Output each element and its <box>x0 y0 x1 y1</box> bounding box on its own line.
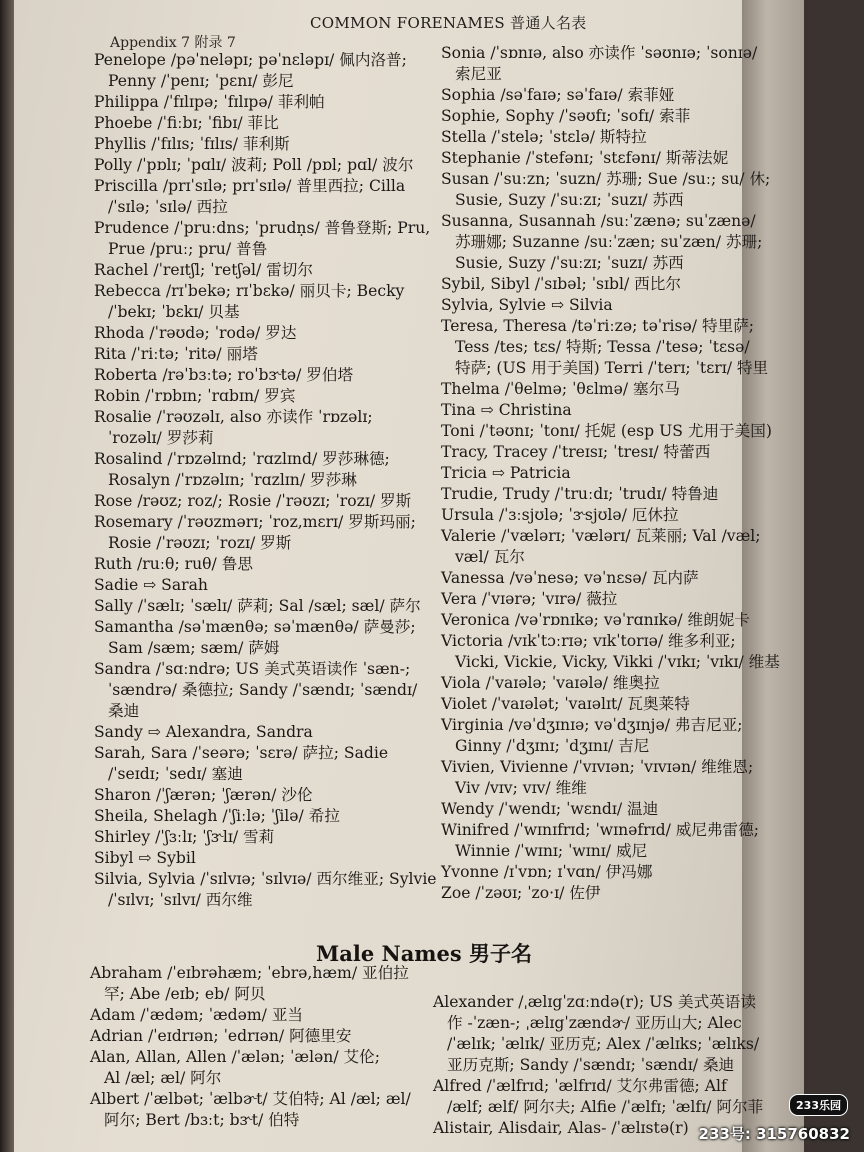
entry-headline: Rosalind /ˈrɒzəlɪnd; ˈrɑzlɪnd/ 罗莎琳德; <box>94 450 390 468</box>
entry-headline: Sylvia, Sylvie ⇨ Silvia <box>441 296 613 314</box>
entry-headline: Tina ⇨ Christina <box>441 401 572 419</box>
name-entry <box>94 827 434 848</box>
name-entry <box>441 589 791 610</box>
name-entry <box>94 365 434 386</box>
entry-headline: Alexander /ˌælɪgˈzɑːndə(r); US 美式英语读 <box>433 993 756 1011</box>
entry-continuation: Viv /vɪv; vɪv/ 维维 <box>455 779 587 797</box>
entry-headline: Veronica /vəˈrɒnɪkə; vəˈrɑnɪkə/ 维朗妮卡 <box>441 611 750 629</box>
entry-headline: Victoria /vɪkˈtɔːrɪə; vɪkˈtorɪə/ 维多利亚; <box>441 632 736 650</box>
name-entry <box>90 1005 440 1026</box>
entry-continuation: Penny /ˈpenɪ; ˈpɛnɪ/ 彭尼 <box>108 72 294 90</box>
name-entry <box>441 799 791 820</box>
name-entry <box>94 617 434 659</box>
entry-headline: Valerie /ˈvælərɪ; ˈvælərɪ/ 瓦莱丽; Val /væl; <box>441 527 761 545</box>
entry-headline: Sonia /ˈsɒnɪə, also 亦读作 ˈsəʊnɪə; ˈsonɪə/ <box>441 44 758 62</box>
name-entry <box>441 610 791 631</box>
name-entry <box>441 274 791 295</box>
name-entry <box>94 869 437 911</box>
name-entry <box>441 127 791 148</box>
entry-continuation: Al /æl; æl/ 阿尔 <box>104 1069 222 1087</box>
entry-headline: Yvonne /ɪˈvɒn; ɪˈvɑn/ 伊冯娜 <box>441 863 653 881</box>
name-entry <box>90 963 440 1005</box>
entry-headline: Sophie, Sophy /ˈsəʊfɪ; ˈsofɪ/ 索菲 <box>441 107 691 125</box>
name-entry <box>94 743 434 785</box>
female-names-left-column <box>94 50 437 911</box>
name-entry <box>441 505 791 526</box>
entry-headline: Polly /ˈpɒlɪ; ˈpɑlɪ/ 波莉; Poll /pɒl; pɑl/ 波尔 <box>94 156 414 174</box>
entry-headline: Prudence /ˈpruːdns; ˈprudṇs/ 普鲁登斯; Pru, <box>94 219 431 237</box>
entry-continuation: /ˈbekɪ; ˈbɛkɪ/ 贝基 <box>108 303 240 321</box>
name-entry <box>94 260 434 281</box>
entry-headline: Adam /ˈædəm; ˈædəm/ 亚当 <box>90 1006 304 1024</box>
entry-headline: Rose /rəʊz; roz/; Rosie /ˈrəʊzɪ; ˈrozɪ/ 罗斯 <box>94 492 412 510</box>
entry-continuation: 阿尔; Bert /bɜːt; bɝt/ 伯特 <box>104 1111 300 1129</box>
entry-headline: Rosemary /ˈrəʊzmərɪ; ˈroz,mɛrɪ/ 罗斯玛丽; <box>94 513 416 531</box>
entry-headline: Robin /ˈrɒbɪn; ˈrɑbɪn/ 罗宾 <box>94 387 296 405</box>
entry-continuation: Sam /sæm; sæm/ 萨姆 <box>108 639 280 657</box>
entry-headline: Rhoda /ˈrəʊdə; ˈrodə/ 罗达 <box>94 324 297 342</box>
entry-headline: Stella /ˈstelə; ˈstɛlə/ 斯特拉 <box>441 128 647 146</box>
entry-continuation: /ˈsɪlvɪ; ˈsɪlvɪ/ 西尔维 <box>108 891 253 909</box>
entry-headline: Alistair, Alisdair, Alas- /ˈælɪstə(r) <box>433 1119 689 1137</box>
watermark-text: 233号: 315760832 <box>698 1125 850 1143</box>
name-entry <box>441 484 791 505</box>
entry-headline: Roberta /rəˈbɜːtə; roˈbɝtə/ 罗伯塔 <box>94 366 354 384</box>
entry-continuation: 索尼亚 <box>455 65 502 83</box>
name-entry <box>441 379 791 400</box>
name-entry <box>441 421 791 442</box>
name-entry <box>94 344 434 365</box>
entry-headline: Silvia, Sylvia /ˈsɪlvɪə; ˈsɪlvɪə/ 西尔维亚; Sylvie <box>94 870 437 888</box>
entry-headline: Zoe /ˈzəʊɪ; ˈzo·ɪ/ 佐伊 <box>441 884 601 902</box>
male-names-right-column <box>433 992 793 1139</box>
entry-headline: Rebecca /rɪˈbekə; rɪˈbɛkə/ 丽贝卡; Becky <box>94 282 405 300</box>
entry-headline: Stephanie /ˈstefənɪ; ˈstɛfənɪ/ 斯蒂法妮 <box>441 149 729 167</box>
name-entry <box>94 134 434 155</box>
entry-continuation: /ælf; ælf/ 阿尔夫; Alfie /ˈælfɪ; ˈælfɪ/ 阿尔菲 <box>447 1098 764 1116</box>
entry-headline: Priscilla /prɪˈsɪlə; prɪˈsɪlə/ 普里西拉; Cilla <box>94 177 406 195</box>
name-entry <box>94 848 434 869</box>
name-entry <box>94 386 434 407</box>
entry-headline: Rosalie /ˈrəʊzəlɪ, also 亦读作 ˈrɒzəlɪ; <box>94 408 373 426</box>
entry-headline: Trudie, Trudy /ˈtruːdɪ; ˈtrudɪ/ 特鲁迪 <box>441 485 719 503</box>
entry-headline: Adrian /ˈeɪdrɪən; ˈedrɪən/ 阿德里安 <box>90 1027 352 1045</box>
name-entry <box>441 106 791 127</box>
entry-headline: Thelma /ˈθelmə; ˈθɛlmə/ 塞尔马 <box>441 380 680 398</box>
entry-continuation: 作 -ˈzæn-; ˌælɪgˈzændɚ/ 亚历山大; Alec <box>447 1014 742 1032</box>
name-entry <box>441 862 791 883</box>
entry-continuation: Susie, Suzy /ˈsuːzɪ; ˈsuzɪ/ 苏西 <box>455 191 684 209</box>
name-entry <box>441 883 791 904</box>
name-entry <box>94 155 434 176</box>
name-entry <box>94 785 434 806</box>
name-entry <box>441 316 791 379</box>
name-entry <box>441 211 791 274</box>
entry-continuation: /ˈælɪk; ˈælɪk/ 亚历克; Alex /ˈælɪks; ˈælɪks/ <box>447 1035 760 1053</box>
entry-headline: Philippa /ˈfɪlɪpə; ˈfɪlɪpə/ 菲利帕 <box>94 93 325 111</box>
entry-continuation: 桑迪 <box>108 702 140 720</box>
entry-headline: Sandra /ˈsɑːndrə; US 美式英语读作 ˈsæn-; <box>94 660 411 678</box>
entry-headline: Ruth /ruːθ; ruθ/ 鲁思 <box>94 555 253 573</box>
entry-headline: Winifred /ˈwɪnɪfrɪd; ˈwɪnəfrɪd/ 威尼弗雷德; <box>441 821 759 839</box>
entry-headline: Albert /ˈælbət; ˈælbɚt/ 艾伯特; Al /æl; æl/ <box>90 1090 411 1108</box>
entry-headline: Penelope /pəˈneləpɪ; pəˈnɛləpɪ/ 佩内洛普; <box>94 51 407 69</box>
section-heading-male-names: Male Names 男子名 <box>316 941 533 966</box>
name-entry <box>441 820 791 862</box>
female-names-right-column <box>441 43 791 904</box>
name-entry <box>90 1047 440 1089</box>
name-entry <box>441 148 791 169</box>
entry-headline: Phoebe /ˈfiːbɪ; ˈfibɪ/ 菲比 <box>94 114 279 132</box>
appendix-label: Appendix 7 附录 7 <box>110 35 236 51</box>
watermark-logo: 233乐园 <box>789 1094 848 1116</box>
entry-headline: Toni /ˈtəʊnɪ; ˈtonɪ/ 托妮 (esp US 尤用于美国) <box>441 422 772 440</box>
entry-headline: Sibyl ⇨ Sybil <box>94 849 196 867</box>
entry-headline: Sheila, Shelagh /ˈʃiːlə; ˈʃilə/ 希拉 <box>94 807 340 825</box>
entry-continuation: Susie, Suzy /ˈsuːzɪ; ˈsuzɪ/ 苏西 <box>455 254 684 272</box>
entry-continuation: væl/ 瓦尔 <box>455 548 525 566</box>
entry-continuation: Ginny /ˈdʒɪnɪ; ˈdʒɪnɪ/ 吉尼 <box>455 737 650 755</box>
entry-continuation: ˈsændrə/ 桑德拉; Sandy /ˈsændɪ; ˈsændɪ/ <box>108 681 418 699</box>
entry-headline: Sybil, Sibyl /ˈsɪbəl; ˈsɪbl/ 西比尔 <box>441 275 681 293</box>
name-entry <box>433 1076 793 1118</box>
name-entry <box>94 218 434 260</box>
name-entry <box>441 43 791 85</box>
name-entry <box>94 449 434 491</box>
name-entry <box>94 281 434 323</box>
entry-continuation: Rosalyn /ˈrɒzəlɪn; ˈrɑzlɪn/ 罗莎琳 <box>108 471 357 489</box>
entry-continuation: /ˈsɪlə; ˈsɪlə/ 西拉 <box>108 198 228 216</box>
entry-headline: Susanna, Susannah /suːˈzænə; suˈzænə/ <box>441 212 756 230</box>
name-entry <box>94 596 434 617</box>
entry-headline: Violet /ˈvaɪələt; ˈvaɪəlɪt/ 瓦奥莱特 <box>441 695 690 713</box>
entry-headline: Vivien, Vivienne /ˈvɪvɪən; ˈvɪvɪən/ 维维恩; <box>441 758 754 776</box>
name-entry <box>441 568 791 589</box>
book-gutter-shadow <box>0 0 14 1152</box>
name-entry <box>94 176 434 218</box>
entry-headline: Samantha /səˈmænθə; səˈmænθə/ 萨曼莎; <box>94 618 416 636</box>
name-entry <box>441 463 791 484</box>
running-title: COMMON FORENAMES 普通人名表 <box>310 14 587 32</box>
entry-continuation: /ˈseɪdɪ; ˈsedɪ/ 塞迪 <box>108 765 243 783</box>
name-entry <box>94 491 434 512</box>
name-entry <box>441 442 791 463</box>
name-entry <box>90 1026 440 1047</box>
name-entry <box>94 512 434 554</box>
name-entry <box>94 575 434 596</box>
name-entry <box>441 169 791 211</box>
entry-headline: Sharon /ˈʃærən; ˈʃærən/ 沙伦 <box>94 786 313 804</box>
entry-headline: Ursula /ˈɜːsjʊlə; ˈɝsjʊlə/ 厄休拉 <box>441 506 679 524</box>
entry-continuation: Vicki, Vickie, Vicky, Vikki /ˈvɪkɪ; ˈvɪkɪ/ 维基 <box>455 653 780 671</box>
name-entry <box>94 92 434 113</box>
name-entry <box>94 323 434 344</box>
name-entry <box>94 407 434 449</box>
entry-headline: Alan, Allan, Allen /ˈælən; ˈælən/ 艾伦; <box>90 1048 380 1066</box>
entry-continuation: 特萨; (US 用于美国) Terri /ˈterɪ; ˈtɛrɪ/ 特里 <box>455 359 769 377</box>
name-entry <box>94 722 434 743</box>
name-entry <box>441 673 791 694</box>
entry-headline: Susan /ˈsuːzn; ˈsuzn/ 苏珊; Sue /suː; su/ 休; <box>441 170 771 188</box>
entry-headline: Vanessa /vəˈnesə; vəˈnɛsə/ 瓦内萨 <box>441 569 699 587</box>
entry-continuation: 苏珊娜; Suzanne /suːˈzæn; suˈzæn/ 苏珊; <box>455 233 763 251</box>
entry-headline: Rita /ˈriːtə; ˈritə/ 丽塔 <box>94 345 258 363</box>
entry-headline: Vera /ˈvɪərə; ˈvɪrə/ 薇拉 <box>441 590 618 608</box>
entry-headline: Sophia /səˈfaɪə; səˈfaɪə/ 索菲娅 <box>441 86 675 104</box>
name-entry <box>94 113 434 134</box>
entry-continuation: ˈrozəlɪ/ 罗莎莉 <box>108 429 214 447</box>
entry-headline: Wendy /ˈwendɪ; ˈwɛndɪ/ 温迪 <box>441 800 659 818</box>
name-entry <box>441 295 791 316</box>
entry-headline: Tracy, Tracey /ˈtreɪsɪ; ˈtresɪ/ 特蕾西 <box>441 443 711 461</box>
entry-headline: Abraham /ˈeɪbrəhæm; ˈebrə,hæm/ 亚伯拉 <box>90 964 409 982</box>
entry-headline: Teresa, Theresa /təˈriːzə; təˈrisə/ 特里萨; <box>441 317 755 335</box>
name-entry <box>441 400 791 421</box>
entry-headline: Shirley /ˈʃɜːlɪ; ˈʃɝlɪ/ 雪莉 <box>94 828 275 846</box>
entry-headline: Sarah, Sara /ˈseərə; ˈsɛrə/ 萨拉; Sadie <box>94 744 389 762</box>
name-entry <box>441 85 791 106</box>
name-entry <box>441 694 791 715</box>
entry-headline: Phyllis /ˈfɪlɪs; ˈfɪlɪs/ 菲利斯 <box>94 135 290 153</box>
entry-continuation: Tess /tes; tɛs/ 特斯; Tessa /ˈtesə; ˈtɛsə/ <box>455 338 750 356</box>
name-entry <box>441 526 791 568</box>
entry-headline: Alfred /ˈælfrɪd; ˈælfrɪd/ 艾尔弗雷德; Alf <box>433 1077 727 1095</box>
entry-headline: Sally /ˈsælɪ; ˈsælɪ/ 萨莉; Sal /sæl; sæl/ 萨尔 <box>94 597 421 615</box>
male-names-left-column <box>90 963 440 1131</box>
name-entry <box>441 631 791 673</box>
name-entry <box>441 757 791 799</box>
entry-headline: Rachel /ˈreɪtʃl; ˈretʃəl/ 雷切尔 <box>94 261 313 279</box>
name-entry <box>94 554 434 575</box>
name-entry <box>94 806 434 827</box>
entry-headline: Tricia ⇨ Patricia <box>441 464 571 482</box>
entry-continuation: Rosie /ˈrəʊzɪ; ˈrozɪ/ 罗斯 <box>108 534 292 552</box>
entry-headline: Sandy ⇨ Alexandra, Sandra <box>94 723 313 741</box>
name-entry <box>441 715 791 757</box>
name-entry <box>94 659 434 722</box>
entry-continuation: 亚历克斯; Sandy /ˈsændɪ; ˈsændɪ/ 桑迪 <box>447 1056 735 1074</box>
entry-headline: Sadie ⇨ Sarah <box>94 576 208 594</box>
name-entry <box>94 50 434 92</box>
entry-headline: Viola /ˈvaɪələ; ˈvaɪələ/ 维奥拉 <box>441 674 660 692</box>
name-entry <box>90 1089 440 1131</box>
entry-continuation: Prue /pruː; pru/ 普鲁 <box>108 240 268 258</box>
name-entry <box>433 992 793 1076</box>
entry-continuation: Winnie /ˈwɪnɪ; ˈwɪnɪ/ 威尼 <box>455 842 648 860</box>
entry-headline: Virginia /vəˈdʒɪnɪə; vəˈdʒɪnjə/ 弗吉尼亚; <box>441 716 743 734</box>
entry-continuation: 罕; Abe /eɪb; eb/ 阿贝 <box>104 985 266 1003</box>
